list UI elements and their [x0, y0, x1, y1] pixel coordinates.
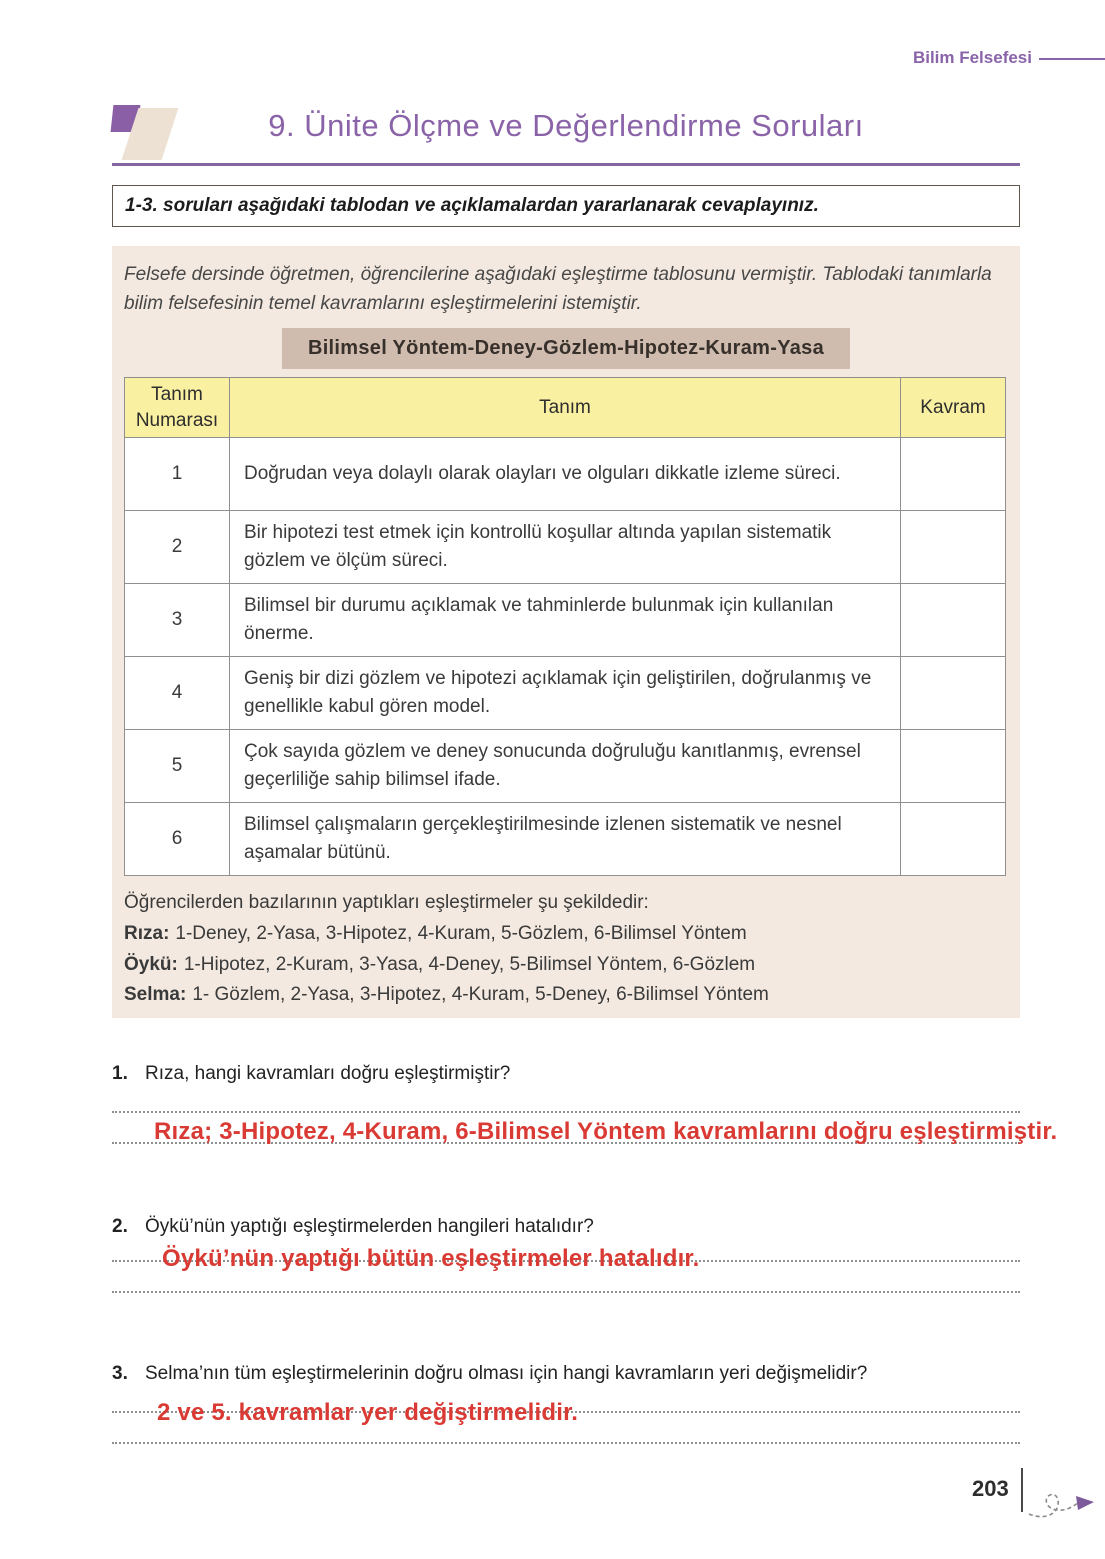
handwritten-answer: Öykü’nün yaptığı bütün eşleştirmeler hatalıdır. [162, 1245, 700, 1272]
row-definition: Çok sayıda gözlem ve deney sonucunda doğruluğu kanıtlanmış, evrensel geçerliliğe sahip bilimsel ifade. [230, 730, 901, 803]
chapter-header [0, 48, 1105, 72]
answer-line [112, 1442, 1020, 1444]
row-number: 3 [125, 584, 230, 657]
question-text: Selma’nın tüm eşleştirmelerinin doğru olması için hangi kavramların yeri değişmelidir? [145, 1363, 868, 1384]
matching-table [124, 377, 1006, 876]
chapter-header-rule [1039, 58, 1105, 60]
page-footer [0, 1466, 1105, 1536]
question-text: Rıza, hangi kavramları doğru eşleştirmiştir? [145, 1063, 511, 1084]
row-number: 6 [125, 803, 230, 876]
match-line [124, 919, 1008, 950]
row-number: 1 [125, 438, 230, 511]
page-title: 9. Ünite Ölçme ve Değerlendirme Soruları [268, 108, 864, 143]
row-number: 2 [125, 511, 230, 584]
row-number: 4 [125, 657, 230, 730]
table-row [125, 730, 1006, 803]
row-kavram-blank [901, 584, 1006, 657]
panel-intro-text: Felsefe dersinde öğretmen, öğrencilerine aşağıdaki eşleştirme tablosunu vermiştir. Tablodaki tanımlarla bilim felsefesinin temel kavramlarını eşleştirmelerini istemiştir. [124, 264, 992, 314]
row-definition: Bilimsel çalışmaların gerçekleştirilmesinde izlenen sistematik ve nesnel aşamalar bütünü. [230, 803, 901, 876]
match-line [124, 980, 1008, 1011]
page-number: 203 [972, 1476, 1009, 1501]
row-kavram-blank [901, 657, 1006, 730]
table-row [125, 803, 1006, 876]
student-match-text: 1-Hipotez, 2-Kuram, 3-Yasa, 4-Deney, 5-Bilimsel Yöntem, 6-Gözlem [183, 953, 756, 975]
row-kavram-blank [901, 438, 1006, 511]
instruction-box [112, 185, 1020, 227]
table-row [125, 657, 1006, 730]
row-kavram-blank [901, 511, 1006, 584]
student-name: Selma: [124, 984, 187, 1006]
student-matches [124, 888, 1008, 1011]
footer-divider [1021, 1468, 1023, 1512]
question-number: 3. [112, 1363, 128, 1384]
question-3 [112, 1363, 1020, 1463]
header-kavram: Kavram [901, 378, 1006, 438]
answer-line [112, 1291, 1020, 1293]
header-tanim-numarasi: Tanım Numarası [125, 378, 230, 438]
question-2 [112, 1216, 1020, 1316]
row-definition: Doğrudan veya dolaylı olarak olayları ve olguları dikkatle izleme süreci. [230, 438, 901, 511]
matches-intro: Öğrencilerden bazılarının yaptıkları eşleştirmeler şu şekildedir: [124, 892, 649, 913]
table-header-row [125, 378, 1006, 438]
row-definition: Bilimsel bir durumu açıklamak ve tahminlerde bulunmak için kullanılan önerme. [230, 584, 901, 657]
header-tanim: Tanım [230, 378, 901, 438]
concept-strip: Bilimsel Yöntem-Deney-Gözlem-Hipotez-Kuram-Yasa [282, 328, 850, 369]
table-row [125, 584, 1006, 657]
row-definition: Geniş bir dizi gözlem ve hipotezi açıklamak için geliştirilen, doğrulanmış ve genellikle kabul gören model. [230, 657, 901, 730]
match-line [124, 950, 1008, 981]
title-block [112, 100, 1020, 166]
question-text: Öykü’nün yaptığı eşleştirmelerden hangileri hatalıdır? [145, 1216, 594, 1237]
question-1 [112, 1063, 1058, 1163]
row-kavram-blank [901, 803, 1006, 876]
row-number: 5 [125, 730, 230, 803]
student-match-text: 1- Gözlem, 2-Yasa, 3-Hipotez, 4-Kuram, 5-Deney, 6-Bilimsel Yöntem [192, 984, 769, 1006]
instruction-text: 1-3. soruları aşağıdaki tablodan ve açıklamalardan yararlanarak cevaplayınız. [125, 195, 819, 216]
row-kavram-blank [901, 730, 1006, 803]
answer-line [112, 1111, 1020, 1113]
activity-panel [112, 246, 1020, 1018]
row-definition: Bir hipotezi test etmek için kontrollü koşullar altında yapılan sistematik gözlem ve ölçüm süreci. [230, 511, 901, 584]
table-row [125, 511, 1006, 584]
handwritten-answer: Rıza; 3-Hipotez, 4-Kuram, 6-Bilimsel Yöntem kavramlarını doğru eşleştirmiştir. [154, 1118, 1058, 1145]
swirl-arrow-icon [1026, 1480, 1096, 1524]
student-match-text: 1-Deney, 2-Yasa, 3-Hipotez, 4-Kuram, 5-Gözlem, 6-Bilimsel Yöntem [175, 922, 747, 944]
title-underline [112, 163, 1020, 166]
question-number: 2. [112, 1216, 128, 1237]
handwritten-answer: 2 ve 5. kavramlar yer değiştirmelidir. [157, 1399, 579, 1426]
table-row [125, 438, 1006, 511]
chapter-label: Bilim Felsefesi [912, 48, 1032, 67]
student-name: Öykü: [124, 953, 178, 975]
student-name: Rıza: [124, 922, 170, 944]
question-number: 1. [112, 1063, 128, 1084]
